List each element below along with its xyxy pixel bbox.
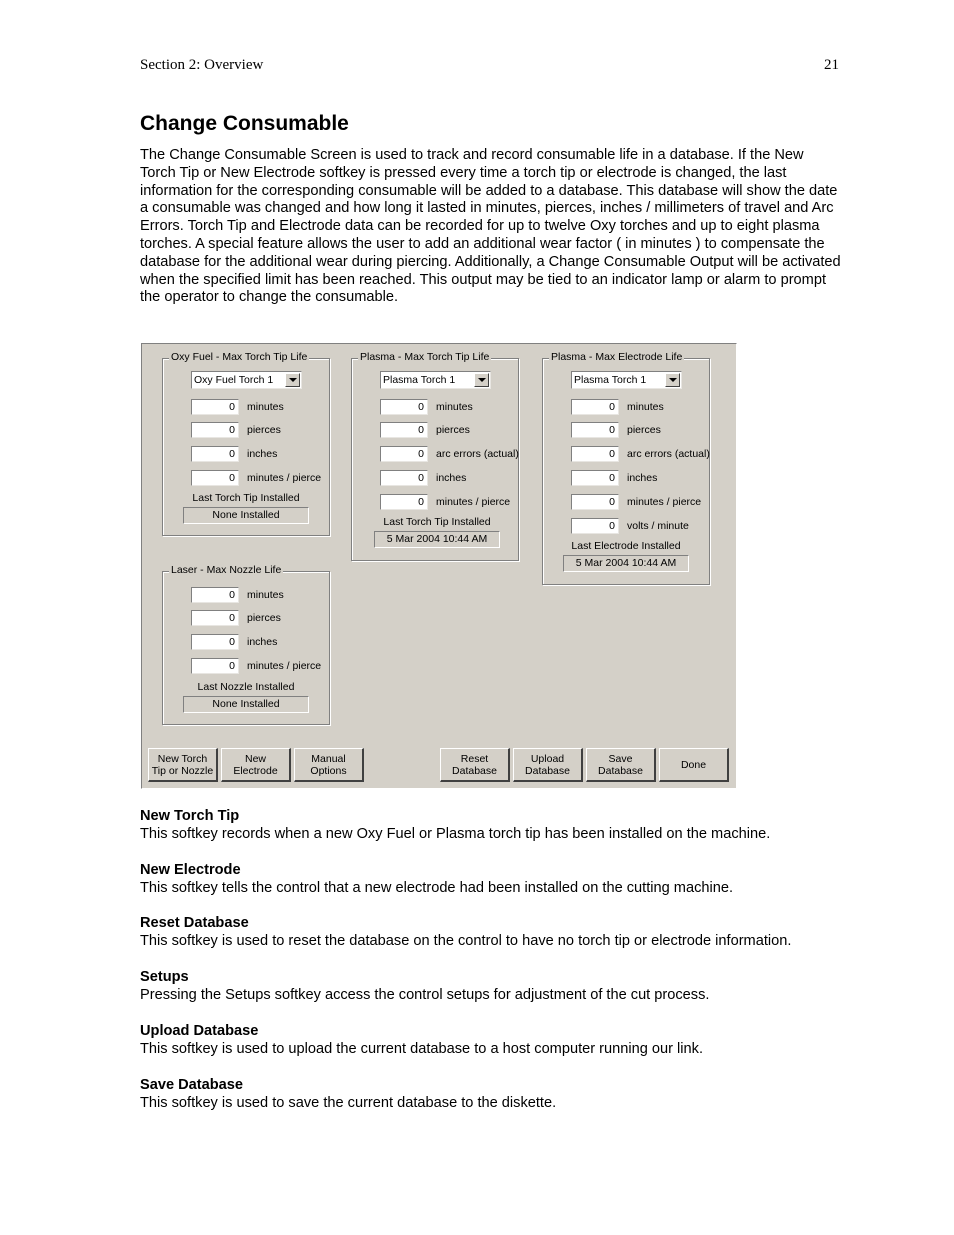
plasma-electrode-minutes-label: minutes	[627, 401, 664, 413]
section-heading: Save Database	[140, 1077, 244, 1093]
section-text: This softkey tells the control that a new electrode had been installed on the cutting machine.	[140, 880, 734, 896]
oxy-last-installed-label: Last Torch Tip Installed	[192, 492, 300, 504]
plasma-tip-field-row	[380, 470, 466, 486]
oxy-field-row	[191, 399, 284, 415]
plasma-tip-field-row	[380, 399, 473, 415]
plasma-tip-minutes-label: minutes	[436, 401, 473, 413]
plasma-tip-inches-input[interactable]: 0	[380, 470, 428, 486]
plasma-electrode-inches-input[interactable]: 0	[571, 470, 619, 486]
oxy-torch-select[interactable]	[191, 371, 302, 389]
oxy-fuel-legend: Oxy Fuel - Max Torch Tip Life	[171, 351, 308, 363]
plasma-electrode-field-row	[571, 518, 689, 534]
plasma-electrode-torch-select-value: Plasma Torch 1	[574, 374, 647, 386]
reset-database-button[interactable]: Reset Database	[440, 748, 510, 782]
page-number: 21	[824, 57, 839, 73]
plasma-electrode-last-installed-label: Last Electrode Installed	[571, 540, 681, 552]
oxy-inches-label: inches	[247, 448, 278, 460]
oxy-field-row	[191, 422, 281, 438]
plasma-electrode-inches-label: inches	[627, 472, 658, 484]
laser-pierces-label: pierces	[247, 612, 281, 624]
plasma-electrode-minutes-input[interactable]: 0	[571, 399, 619, 415]
laser-field-row	[191, 658, 321, 674]
plasma-electrode-min-per-pierce-label: minutes / pierce	[627, 496, 702, 508]
plasma-tip-legend: Plasma - Max Torch Tip Life	[360, 351, 490, 363]
plasma-tip-arc-errors-input[interactable]: 0	[380, 446, 428, 462]
oxy-min-per-pierce-label: minutes / pierce	[247, 472, 322, 484]
plasma-electrode-field-row	[571, 422, 661, 438]
plasma-electrode-legend: Plasma - Max Electrode Life	[551, 351, 683, 363]
section-text: Pressing the Setups softkey access the control setups for adjustment of the cut process.	[140, 987, 710, 1003]
oxy-min-per-pierce-input[interactable]: 0	[191, 470, 239, 486]
running-header-section: Section 2: Overview	[140, 57, 264, 73]
plasma-tip-torch-select[interactable]	[380, 371, 491, 389]
laser-minutes-input[interactable]: 0	[191, 587, 239, 603]
plasma-electrode-pierces-label: pierces	[627, 424, 661, 436]
laser-legend: Laser - Max Nozzle Life	[171, 564, 282, 576]
plasma-tip-inches-label: inches	[436, 472, 467, 484]
chevron-down-icon[interactable]	[285, 373, 300, 387]
save-database-button[interactable]: Save Database	[586, 748, 656, 782]
page-title: Change Consumable	[140, 112, 349, 135]
laser-field-row	[191, 634, 277, 650]
plasma-electrode-arc-errors-input[interactable]: 0	[571, 446, 619, 462]
chevron-down-icon[interactable]	[665, 373, 680, 387]
oxy-torch-select-value: Oxy Fuel Torch 1	[194, 374, 274, 386]
plasma-electrode-field-row	[571, 494, 701, 510]
new-electrode-button[interactable]: New Electrode	[221, 748, 291, 782]
oxy-inches-input[interactable]: 0	[191, 446, 239, 462]
section-text: This softkey is used to save the current database to the diskette.	[140, 1095, 557, 1111]
plasma-electrode-volts-per-minute-label: volts / minute	[627, 520, 689, 532]
laser-pierces-input[interactable]: 0	[191, 610, 239, 626]
laser-inches-input[interactable]: 0	[191, 634, 239, 650]
change-consumable-screen	[141, 343, 737, 789]
laser-last-installed-value: None Installed	[183, 696, 309, 713]
plasma-tip-field-row	[380, 422, 470, 438]
oxy-minutes-input[interactable]: 0	[191, 399, 239, 415]
section-heading: Setups	[140, 969, 189, 985]
section-heading: Reset Database	[140, 915, 249, 931]
intro-paragraph: The Change Consumable Screen is used to track and record consumable life in a database. If the New Torch Tip or New Electrode softkey is pressed every time a torch tip or electrode is changed, the last information for the corresponding consumable will be added to a database. This database will show the date a consumable was changed and how long it lasted in minutes, pierces, inches / millimeters of travel and Arc Errors. Torch Tip and Electrode data can be recorded for up to twelve Oxy torches and up to eight plasma torches. A special feature allows the user to add an additional wear factor ( in minutes ) to compensate the database for the additional wear during piercing. Additionally, a Change Consumable Output will be activated when the specified limit has been reached. This output may be tied to an indicator lamp or alarm to prompt the operator to change the consumable.	[140, 147, 841, 306]
plasma-tip-last-installed-label: Last Torch Tip Installed	[383, 516, 491, 528]
laser-field-row	[191, 610, 281, 626]
upload-database-button[interactable]: Upload Database	[513, 748, 583, 782]
laser-last-installed-label: Last Nozzle Installed	[197, 681, 295, 693]
plasma-tip-minutes-input[interactable]: 0	[380, 399, 428, 415]
section-text: This softkey is used to reset the database on the control to have no torch tip or electrode information.	[140, 933, 792, 949]
oxy-minutes-label: minutes	[247, 401, 284, 413]
plasma-electrode-field-row	[571, 446, 710, 462]
plasma-electrode-pierces-input[interactable]: 0	[571, 422, 619, 438]
plasma-electrode-torch-select[interactable]	[571, 371, 682, 389]
laser-min-per-pierce-label: minutes / pierce	[247, 660, 322, 672]
laser-inches-label: inches	[247, 636, 278, 648]
oxy-field-row	[191, 446, 277, 462]
plasma-electrode-group	[542, 351, 710, 585]
plasma-tip-arc-errors-label: arc errors (actual)	[436, 448, 519, 460]
laser-group	[162, 564, 330, 725]
oxy-last-installed-value: None Installed	[183, 507, 309, 524]
manual-options-button[interactable]: Manual Options	[294, 748, 364, 782]
plasma-tip-group	[351, 351, 519, 561]
plasma-electrode-field-row	[571, 399, 664, 415]
chevron-down-icon[interactable]	[474, 373, 489, 387]
plasma-tip-field-row	[380, 446, 519, 462]
oxy-pierces-label: pierces	[247, 424, 281, 436]
section-text: This softkey is used to upload the current database to a host computer running our link.	[140, 1041, 703, 1057]
section-heading: New Electrode	[140, 862, 241, 878]
new-torch-tip-button[interactable]: New Torch Tip or Nozzle	[148, 748, 218, 782]
laser-minutes-label: minutes	[247, 589, 284, 601]
plasma-electrode-field-row	[571, 470, 657, 486]
oxy-pierces-input[interactable]: 0	[191, 422, 239, 438]
plasma-electrode-arc-errors-label: arc errors (actual)	[627, 448, 710, 460]
plasma-tip-min-per-pierce-label: minutes / pierce	[436, 496, 511, 508]
plasma-tip-field-row	[380, 494, 510, 510]
plasma-tip-min-per-pierce-input[interactable]: 0	[380, 494, 428, 510]
plasma-tip-last-installed-value: 5 Mar 2004 10:44 AM	[374, 531, 500, 548]
laser-field-row	[191, 587, 284, 603]
plasma-electrode-last-installed-value: 5 Mar 2004 10:44 AM	[563, 555, 689, 572]
plasma-electrode-min-per-pierce-input[interactable]: 0	[571, 494, 619, 510]
plasma-tip-torch-select-value: Plasma Torch 1	[383, 374, 456, 386]
plasma-tip-pierces-label: pierces	[436, 424, 470, 436]
section-heading: New Torch Tip	[140, 808, 240, 824]
oxy-field-row	[191, 470, 321, 486]
plasma-tip-pierces-input[interactable]: 0	[380, 422, 428, 438]
oxy-fuel-group	[162, 351, 330, 536]
done-button[interactable]: Done	[659, 748, 729, 782]
section-heading: Upload Database	[140, 1023, 259, 1039]
plasma-electrode-volts-per-minute-input[interactable]: 0	[571, 518, 619, 534]
laser-min-per-pierce-input[interactable]: 0	[191, 658, 239, 674]
section-text: This softkey records when a new Oxy Fuel or Plasma torch tip has been installed on the machine.	[140, 826, 771, 842]
